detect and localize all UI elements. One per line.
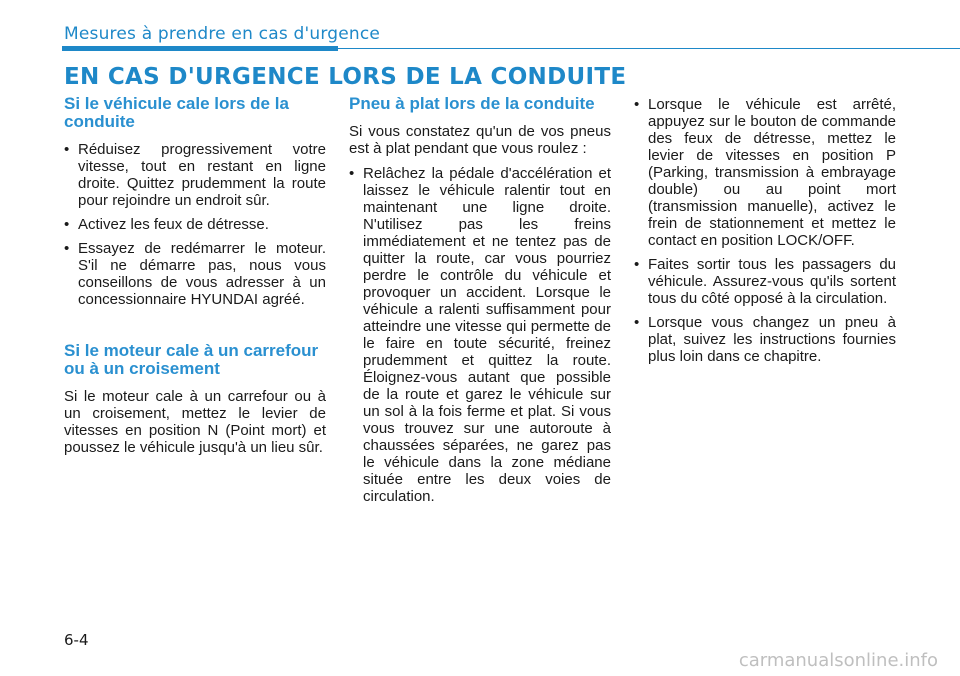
list-item: • Activez les feux de détresse. xyxy=(64,216,326,233)
watermark: carmanualsonline.info xyxy=(738,650,938,671)
list-item: • Essayez de redémarrer le moteur. S'il ne démarre pas, nous vous conseillons de vous adresser à un concessionnaire HYUNDAI agréé. xyxy=(64,240,326,308)
column-3 xyxy=(634,96,896,372)
paragraph-stall-intersection: Si le moteur cale à un carrefour ou à un croisement, mettez le levier de vitesses en position N (Point mort) et poussez le véhicule jusqu'à un lieu sûr. xyxy=(64,388,326,456)
bullet-list-stall xyxy=(64,141,326,308)
page-title: EN CAS D'URGENCE LORS DE LA CONDUITE xyxy=(64,64,627,90)
bullet-list-flat-tire xyxy=(349,165,611,505)
section-label: Mesures à prendre en cas d'urgence xyxy=(64,24,381,44)
paragraph-flat-tire-intro: Si vous constatez qu'un de vos pneus est à plat pendant que vous roulez : xyxy=(349,123,611,157)
list-item: • Lorsque vous changez un pneu à plat, suivez les instructions fournies plus loin dans ce chapitre. xyxy=(634,314,896,365)
page-number: 6-4 xyxy=(64,631,89,649)
list-item: • Faites sortir tous les passagers du véhicule. Assurez-vous qu'ils sortent tous du côté opposé à la circulation. xyxy=(634,256,896,307)
header-rule-thin xyxy=(338,48,960,49)
list-item: • Réduisez progressivement votre vitesse, tout en restant en ligne droite. Quittez prudemment la route pour rejoindre un endroit sûr. xyxy=(64,141,326,209)
header-rule-thick xyxy=(62,46,338,51)
list-item: • Lorsque le véhicule est arrêté, appuyez sur le bouton de commande des feux de détresse, mettez le levier de vitesses en position P (Parking, transmission à embrayage double) ou au point mort (transmission manuelle), activez le frein de stationnement et mettez le contact en position LOCK/OFF. xyxy=(634,96,896,249)
list-item: • Relâchez la pédale d'accélération et laissez le véhicule ralentir tout en maintenant une ligne droite. N'utilisez pas les freins immédiatement et ne tentez pas de quitter la route, car vous pourriez perdre le contrôle du véhicule et provoquer un accident. Lorsque le véhicule a ralenti suffisamment pour atteindre une vitesse qui permette de le faire en toute sécurité, freinez prudemment et quittez la route. Éloignez-vous autant que possible de la route et garez le véhicule sur un sol à la fois ferme et plat. Si vous vous trouvez sur une autoroute à chaussées séparées, ne garez pas le véhicule dans la zone médiane située entre les deux voies de circulation. xyxy=(349,165,611,505)
heading-flat-tire: Pneu à plat lors de la conduite xyxy=(349,94,595,113)
heading-stall-intersection: Si le moteur cale à un carrefour ou à un croisement xyxy=(64,341,319,378)
column-1 xyxy=(64,95,326,464)
bullet-list-flat-tire-continued xyxy=(634,96,896,365)
column-2 xyxy=(349,95,611,512)
heading-stall-driving: Si le véhicule cale lors de la conduite xyxy=(64,94,289,131)
